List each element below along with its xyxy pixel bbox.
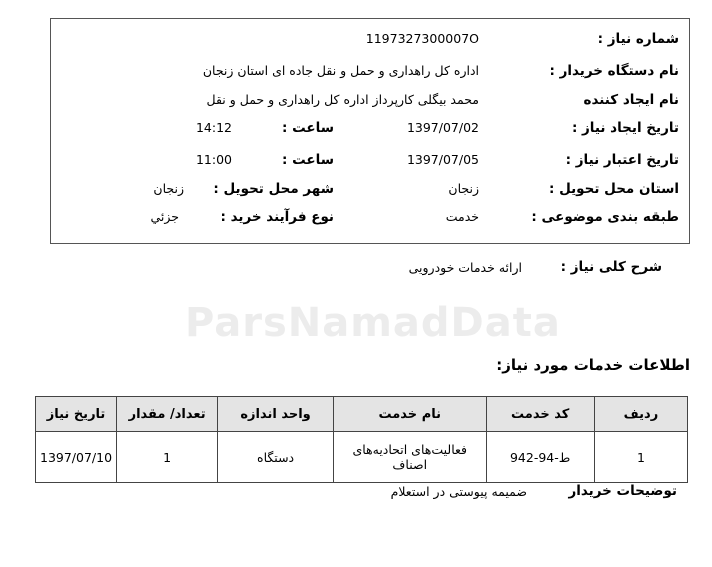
col-unit: واحد اندازه <box>218 397 334 432</box>
services-table <box>35 396 688 483</box>
created-time-label: ساعت : <box>282 120 334 136</box>
buyer-value: اداره کل راهداری و حمل و نقل جاده ای استان زنجان <box>202 63 479 78</box>
created-date-label: تاریخ ایجاد نیاز : <box>571 120 679 136</box>
col-service-code: کد خدمت <box>486 397 594 432</box>
col-service-name: نام خدمت <box>333 397 486 432</box>
col-quantity: تعداد/ مقدار <box>117 397 218 432</box>
valid-time-label: ساعت : <box>282 152 334 168</box>
cell-need-date: 1397/07/10 <box>36 432 117 483</box>
creator-value: محمد بیگلی کارپرداز اداره کل راهداری و حمل و نقل <box>206 92 479 107</box>
need-number-value: 1197327300007O <box>365 31 479 46</box>
cell-quantity: 1 <box>117 432 218 483</box>
process-value: جزئي <box>150 209 179 224</box>
watermark-text: ParsNamadData <box>185 300 561 346</box>
cell-service-code: ط-94-942 <box>486 432 594 483</box>
table-header-row <box>36 397 688 432</box>
valid-time-value: 11:00 <box>195 152 232 167</box>
services-title: اطلاعات خدمات مورد نیاز: <box>496 356 690 374</box>
province-label: استان محل تحویل : <box>548 181 679 197</box>
description-label: شرح کلی نیاز : <box>560 259 662 275</box>
province-value: زنجان <box>448 181 479 196</box>
city-value: زنجان <box>153 181 184 196</box>
creator-label: نام ایجاد کننده <box>583 92 679 108</box>
valid-date-value: 1397/07/05 <box>406 152 479 167</box>
created-date-value: 1397/07/02 <box>406 120 479 135</box>
need-info-box <box>50 18 690 244</box>
category-value: خدمت <box>445 209 479 224</box>
table-row <box>36 432 688 483</box>
city-label: شهر محل تحویل : <box>213 181 334 197</box>
col-need-date: تاریخ نیاز <box>36 397 117 432</box>
cell-unit: دستگاه <box>218 432 334 483</box>
cell-row-number: 1 <box>594 432 687 483</box>
buyer-notes-value: ضمیمه پیوستی در استعلام <box>390 484 527 499</box>
category-label: طبقه بندی موضوعی : <box>531 209 679 225</box>
col-row-number: ردیف <box>594 397 687 432</box>
process-label: نوع فرآیند خرید : <box>220 209 334 225</box>
created-time-value: 14:12 <box>195 120 232 135</box>
description-value: ارائه خدمات خودرويی <box>408 260 522 275</box>
valid-date-label: تاریخ اعتبار نیاز : <box>565 152 679 168</box>
buyer-label: نام دستگاه خریدار : <box>549 63 679 79</box>
cell-service-name: فعالیت‌های اتحادیه‌های اصناف <box>333 432 486 483</box>
need-number-label: شماره نیاز : <box>597 31 679 47</box>
buyer-notes-label: توضیحات خریدار <box>568 483 677 499</box>
